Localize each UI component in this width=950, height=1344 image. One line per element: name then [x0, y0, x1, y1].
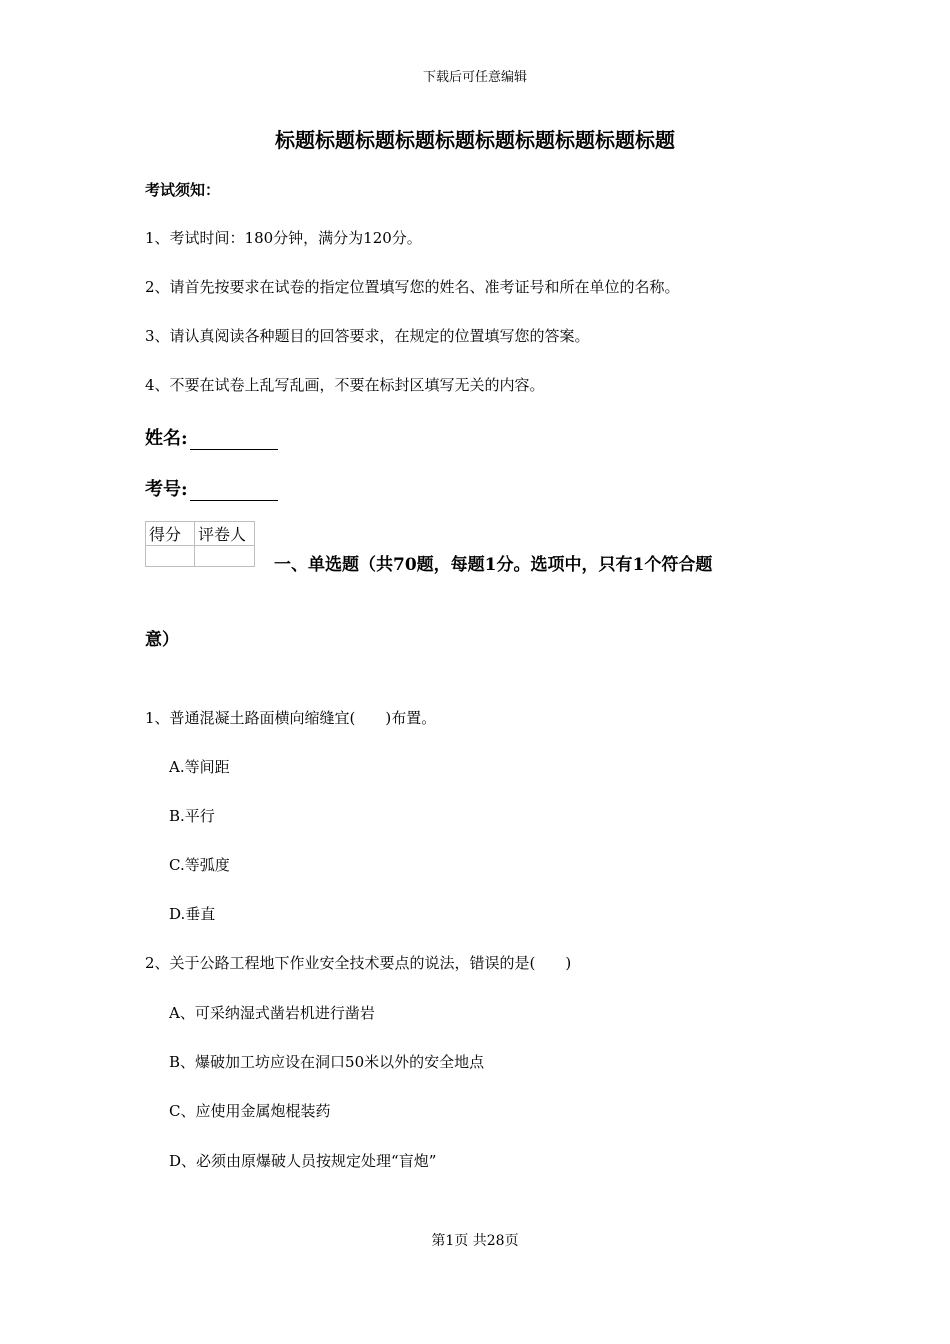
score-cell[interactable]	[146, 546, 195, 567]
question-option: A、可采纳湿式凿岩机进行凿岩	[169, 1004, 375, 1022]
document-title: 标题标题标题标题标题标题标题标题标题标题	[275, 128, 675, 152]
question-option: B.平行	[169, 807, 215, 825]
name-blank[interactable]	[190, 431, 278, 450]
notice-heading: 考试须知：	[145, 181, 221, 199]
question-option: D、必须由原爆破人员按规定处理“盲炮”	[169, 1152, 437, 1170]
question-text: 1、普通混凝土路面横向缩缝宜( )布置。	[145, 709, 437, 727]
section-title: 一、单选题（共70题，每题1分。选项中，只有1个符合题	[274, 555, 713, 575]
score-table	[145, 521, 255, 567]
question-option: B、爆破加工坊应设在洞口50米以外的安全地点	[169, 1053, 485, 1071]
name-label: 姓名:	[145, 428, 188, 449]
question-option: C、应使用金属炮棍装药	[169, 1102, 331, 1120]
notice-item: 4、不要在试卷上乱写乱画，不要在标封区填写无关的内容。	[145, 376, 545, 394]
notice-item: 2、请首先按要求在试卷的指定位置填写您的姓名、准考证号和所在单位的名称。	[145, 278, 680, 296]
question-option: D.垂直	[169, 905, 216, 923]
question-option: A.等间距	[169, 758, 230, 776]
id-label: 考号:	[145, 479, 188, 500]
id-blank[interactable]	[190, 482, 278, 501]
score-header: 得分	[146, 522, 195, 546]
grader-cell[interactable]	[195, 546, 255, 567]
notice-item: 1、考试时间：180分钟，满分为120分。	[145, 229, 422, 247]
question-text: 2、关于公路工程地下作业安全技术要点的说法，错误的是( )	[145, 954, 572, 972]
question-option: C.等弧度	[169, 856, 230, 874]
grader-header: 评卷人	[195, 522, 255, 546]
name-field	[145, 424, 278, 450]
section-title-continued: 意）	[145, 630, 179, 650]
id-field	[145, 475, 278, 501]
header-note: 下载后可任意编辑	[422, 70, 527, 85]
notice-item: 3、请认真阅读各种题目的回答要求，在规定的位置填写您的答案。	[145, 327, 590, 345]
page-footer: 第1页 共28页	[431, 1233, 519, 1249]
